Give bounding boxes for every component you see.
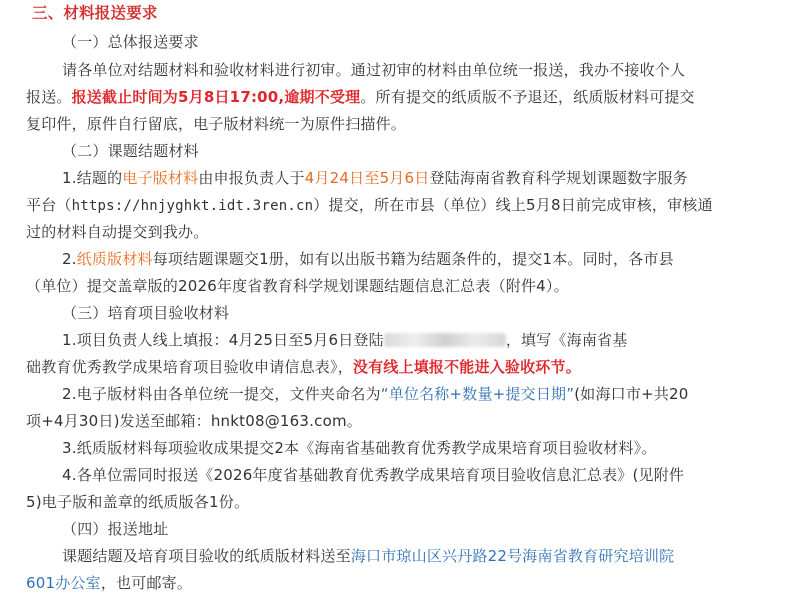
item-summary-line1: 4.各单位需同时报送《2026年度省基础教育优秀教学成果培育项目验收信息汇总表》(见附件 xyxy=(62,466,685,484)
item-folder-line2: 项+4月30日)发送至邮箱：hnkt08@163.com。 xyxy=(26,412,362,430)
office-link[interactable]: 601办公室 xyxy=(26,574,101,592)
folder-naming-rule: “单位名称+数量+提交日期” xyxy=(380,385,575,403)
item-paper-acceptance: 3.纸质版材料每项验收成果提交2本《海南省基础教育优秀教学成果培育项目验收材料》。 xyxy=(62,439,657,457)
paragraph-general-line3: 复印件，原件自行留底，电子版材料统一为原件扫描件。 xyxy=(26,115,407,133)
deadline-notice: 报送截止时间为5月8日17:00,逾期不受理 xyxy=(71,88,361,106)
subheading-general: （一）总体报送要求 xyxy=(62,33,199,51)
online-required-notice: 没有线上填报不能进入验收环节。 xyxy=(352,358,581,376)
section-title: 三、材料报送要求 xyxy=(32,4,158,22)
redacted-region xyxy=(384,333,506,347)
address-link[interactable]: 海口市琼山区兴丹路22号海南省教育研究培训院 xyxy=(350,547,675,565)
electronic-materials-link[interactable]: 电子版材料 xyxy=(122,169,199,187)
item-paper-line2: （单位）提交盖章版的2026年度省教育科学规划课题结题信息汇总表（附件4）。 xyxy=(26,277,569,295)
platform-url[interactable]: https://hnjyghkt.idt.3ren.cn xyxy=(71,198,314,214)
subheading-acceptance-materials: （三）培育项目验收材料 xyxy=(62,304,230,322)
address-line1: 课题结题及培育项目验收的纸质版材料送至海口市琼山区兴丹路22号海南省教育研究培训院 xyxy=(62,547,675,565)
address-line2: 601办公室，也可邮寄。 xyxy=(26,574,193,592)
item-folder-line1: 2.电子版材料由各单位统一提交，文件夹命名为“单位名称+数量+提交日期”(如海口市+共20 xyxy=(62,385,689,403)
paper-materials-link[interactable]: 纸质版材料 xyxy=(76,250,153,268)
item-online-line1: 1.项目负责人线上填报：4月25日至5月6日登陆 ，填写《海南省基 xyxy=(62,331,628,349)
paragraph-general-line2: 报送。报送截止时间为5月8日17:00,逾期不受理。所有提交的纸质版不予退还，纸质版材料可提交 xyxy=(26,88,695,106)
item-online-line2: 础教育优秀教学成果培育项目验收申请信息表》，没有线上填报不能进入验收环节。 xyxy=(26,358,581,376)
item-electronic-line1: 1.结题的电子版材料由申报负责人于4月24日至5月6日登陆海南省教育科学规划课题数字服务 xyxy=(62,169,688,187)
item-summary-line2: 5)电子版和盖章的纸质版各1份。 xyxy=(26,493,250,511)
item-electronic-line2: 平台（https://hnjyghkt.idt.3ren.cn）提交，所在市县（单位）线上5月8日前完成审核，审核通 xyxy=(26,196,713,214)
subheading-project-materials: （二）课题结题材料 xyxy=(62,142,199,160)
item-paper-line1: 2.纸质版材料每项结题课题交1册，如有以出版书籍为结题条件的，提交1本。同时，各市县 xyxy=(62,250,674,268)
item-electronic-line3: 过的材料自动提交到我办。 xyxy=(26,223,209,241)
paragraph-general-line1: 请各单位对结题材料和验收材料进行初审。通过初审的材料由单位统一报送，我办不接收个人 xyxy=(62,61,686,79)
subheading-address: （四）报送地址 xyxy=(62,520,169,538)
date-range: 4月24日至5月6日 xyxy=(304,169,430,187)
